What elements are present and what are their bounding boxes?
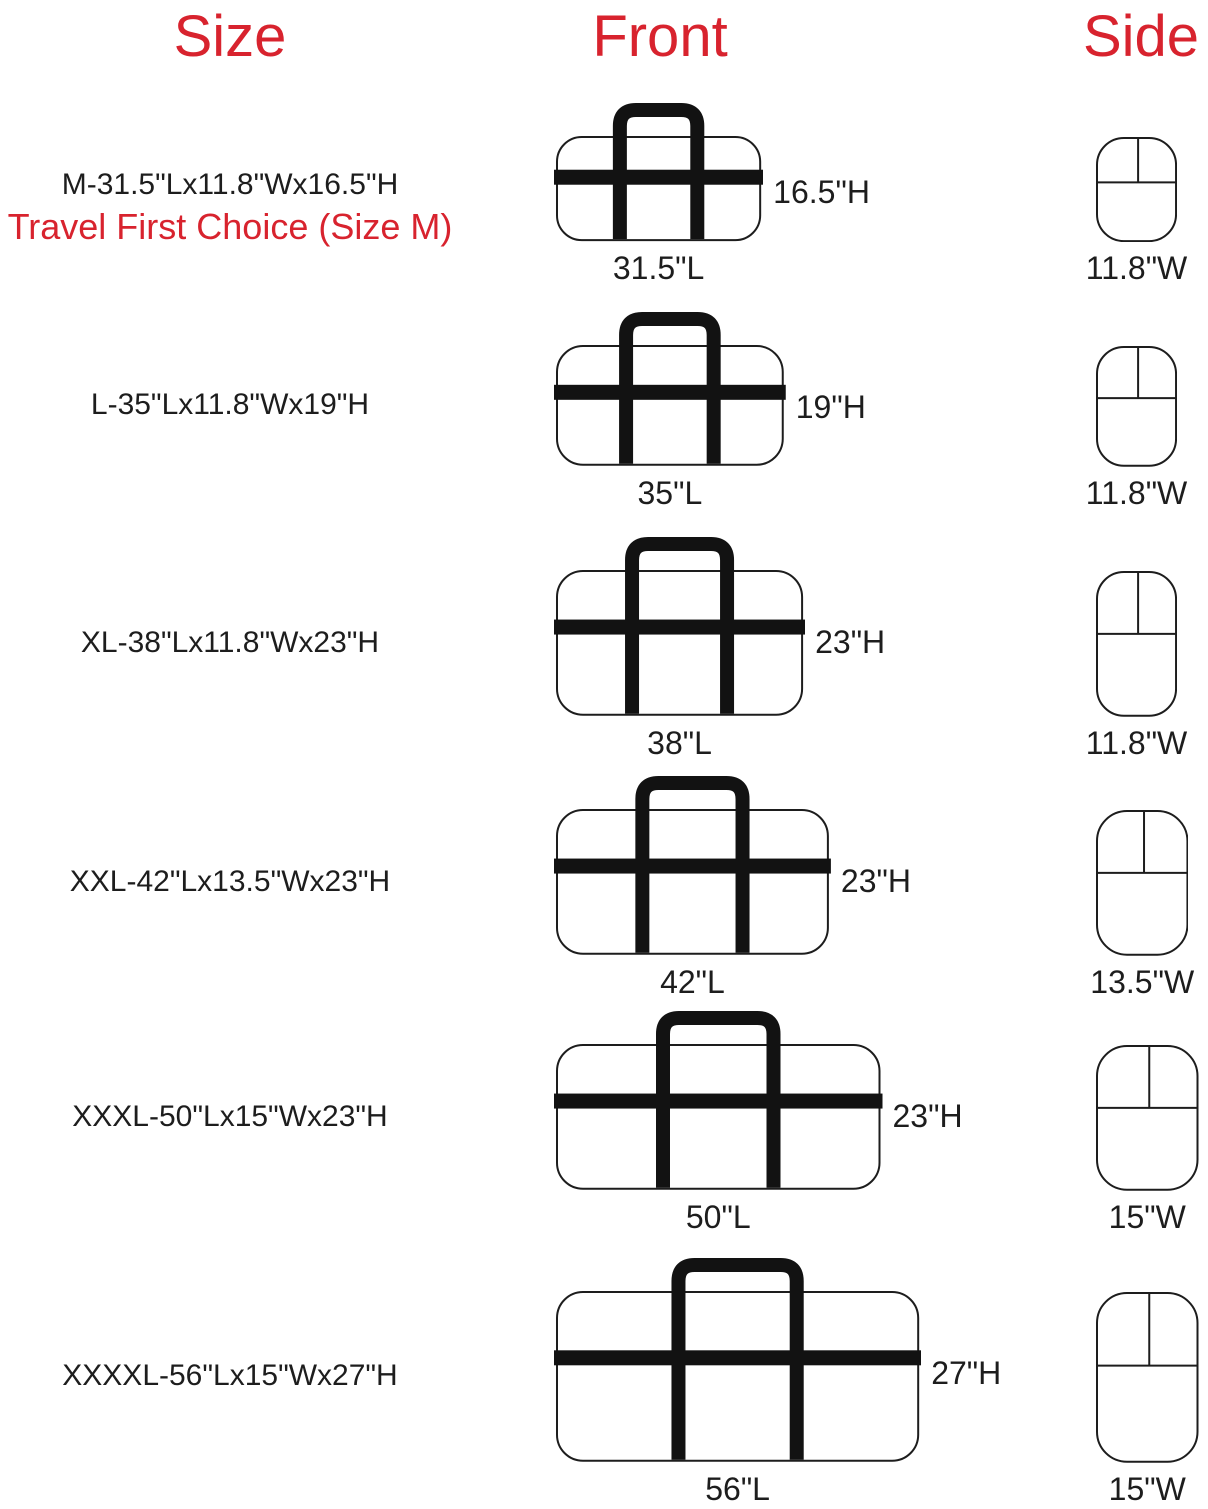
size-label: L-35"Lx11.8"Wx19"H [90, 388, 370, 422]
front-view-figure [554, 312, 866, 511]
size-label: XXXXL-56"Lx15"Wx27"H [62, 1359, 398, 1393]
length-dimension-label: 35"L [637, 474, 703, 511]
duffel-side-drawing [1096, 346, 1177, 467]
side-view-figure [1085, 346, 1188, 511]
side-view-figure [1096, 1045, 1199, 1235]
size-cell [0, 1045, 460, 1189]
column-header-size: Size [173, 4, 287, 69]
side-view-figure [1096, 1292, 1199, 1507]
duffel-front-drawing [554, 537, 805, 717]
side-view-figure [1090, 810, 1195, 1000]
width-dimension-label: 13.5"W [1090, 963, 1195, 1000]
length-dimension-label: 31.5"L [612, 250, 705, 287]
duffel-front-drawing [554, 1011, 883, 1191]
width-dimension-label: 11.8"W [1085, 724, 1188, 761]
duffel-front-drawing [554, 776, 831, 956]
size-cell [0, 810, 460, 954]
column-header-front: Front [592, 4, 728, 69]
height-dimension-label: 16.5"H [773, 174, 870, 211]
width-dimension-label: 15"W [1108, 1470, 1186, 1507]
length-dimension-label: 50"L [685, 1198, 751, 1235]
column-header-side: Side [1082, 4, 1200, 69]
front-view-figure [554, 1258, 1002, 1507]
size-label: XXL-42"Lx13.5"Wx23"H [69, 864, 391, 898]
length-dimension-label: 38"L [647, 724, 712, 761]
duffel-front-drawing [554, 103, 763, 242]
height-dimension-label: 23"H [840, 863, 911, 900]
size-note: Travel First Choice (Size M) [7, 205, 453, 247]
front-view-figure [554, 537, 886, 761]
duffel-front-drawing [554, 1258, 921, 1463]
length-dimension-label: 56"L [705, 1470, 770, 1507]
duffel-side-drawing [1096, 571, 1177, 717]
width-dimension-label: 15"W [1108, 1198, 1186, 1235]
front-view-figure [554, 103, 870, 287]
width-dimension-label: 11.8"W [1085, 474, 1188, 511]
width-dimension-label: 11.8"W [1085, 250, 1188, 287]
front-view-figure [554, 776, 911, 1000]
front-view-figure [554, 1011, 963, 1235]
length-dimension-label: 42"L [660, 963, 725, 1000]
duffel-side-drawing [1096, 810, 1188, 956]
side-view-figure [1085, 137, 1188, 287]
duffel-side-drawing [1096, 1045, 1199, 1191]
size-cell [0, 1292, 460, 1461]
height-dimension-label: 19"H [795, 389, 866, 426]
height-dimension-label: 27"H [931, 1354, 1002, 1391]
duffel-side-drawing [1096, 137, 1177, 242]
size-cell [0, 137, 460, 247]
duffel-front-drawing [554, 312, 786, 467]
height-dimension-label: 23"H [892, 1098, 963, 1135]
size-label: M-31.5"Lx11.8"Wx16.5"H [61, 167, 399, 201]
size-label: XL-38"Lx11.8"Wx23"H [80, 625, 380, 659]
duffel-side-drawing [1096, 1292, 1199, 1463]
size-cell [0, 346, 460, 465]
side-view-figure [1085, 571, 1188, 761]
height-dimension-label: 23"H [815, 624, 886, 661]
size-label: XXXL-50"Lx15"Wx23"H [72, 1099, 388, 1133]
size-cell [0, 571, 460, 715]
